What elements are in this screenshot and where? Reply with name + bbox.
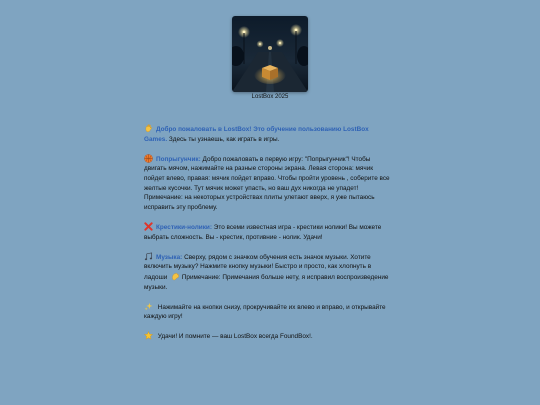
cross-mark-icon bbox=[144, 222, 153, 231]
tutorial-content bbox=[144, 124, 390, 352]
image-caption: LostBox 2025 bbox=[251, 94, 289, 100]
music-paragraph bbox=[144, 252, 390, 292]
hero-image bbox=[232, 16, 308, 92]
welcome-heading: Добро пожаловать в LostBox! Это обучение пользованию LostBox Games. bbox=[144, 126, 369, 143]
music-notes-icon bbox=[144, 252, 153, 261]
welcome-paragraph bbox=[144, 124, 390, 144]
closing-paragraph bbox=[144, 331, 390, 342]
music-text: Сверху, рядом с значком обучения есть значок музыки. Хотите включить музыку? Нажмите кнопку музыки! Быстро и просто, как хлопнуть в ладоши bbox=[144, 253, 372, 281]
sparkles-icon bbox=[144, 302, 153, 311]
star-icon bbox=[144, 331, 153, 340]
bouncer-paragraph bbox=[144, 154, 390, 213]
bouncer-text: Добро пожаловать в первую игру: "Попрыгунчик"! Чтобы двигать мячом, нажимайте на разные стороны экрана. Левая сторона: мячик пойдет влево, правая: мячик пойдет вправо. Чтобы пройти уровень , соберите все желтые кусочки. Тут мячик может упасть, но ваш дух никогда не упадет! Примечание: на некоторых устройствах плиты улетают вверх, я уже пытаюсь исправить эту проблему. bbox=[144, 155, 390, 211]
music-note-text: Примечание: Примечания больше нету, я исправил воспроизведение музыки. bbox=[144, 273, 389, 291]
buttons-text: Нажимайте на кнопки снизу, прокручивайте их влево и вправо, и открывайте каждую игру! bbox=[144, 303, 386, 321]
bouncer-heading: Попрыгунчик: bbox=[156, 155, 201, 163]
closing-text: Удачи! И помните — ваш LostBox всегда FoundBox!. bbox=[156, 333, 313, 341]
tictactoe-paragraph bbox=[144, 222, 390, 242]
music-heading: Музыка: bbox=[156, 253, 183, 261]
tictactoe-text: Это всеми известная игра - крестики нолики! Вы можете выбрать сложность. Вы - крестик, противние - нолик. Удачи! bbox=[144, 223, 382, 241]
box-under-streetlights-icon bbox=[232, 16, 308, 92]
clapping-hands-icon bbox=[171, 272, 180, 281]
buttons-paragraph bbox=[144, 302, 390, 322]
tictactoe-heading: Крестики-нолики: bbox=[156, 223, 212, 231]
welcome-text: Здесь ты узнаешь, как играть в игры. bbox=[167, 135, 280, 143]
waving-hand-icon bbox=[144, 124, 153, 133]
basketball-icon bbox=[144, 154, 153, 163]
